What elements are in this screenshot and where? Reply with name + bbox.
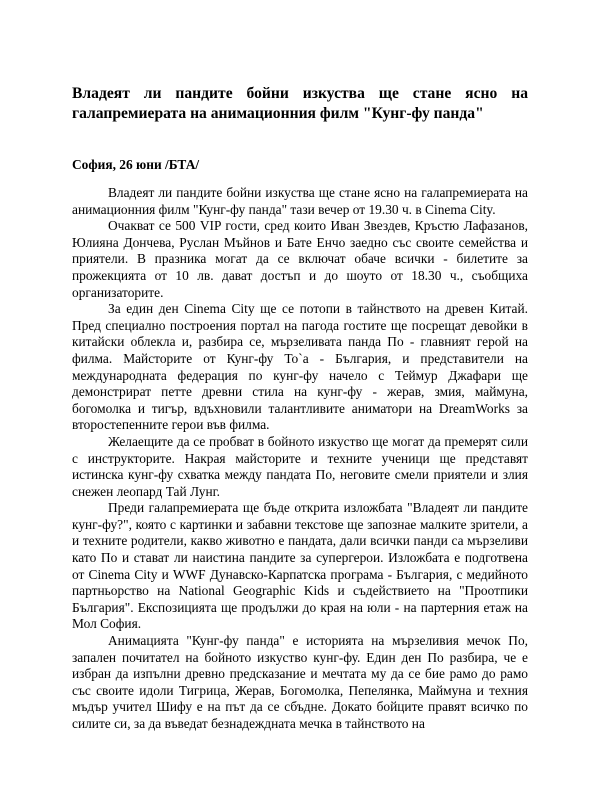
article-title: Владеят ли пандите бойни изкуства ще стане ясно на галапремиерата на анимационния филм "Кунг-фу панда"	[72, 85, 528, 122]
paragraph: Анимацията "Кунг-фу панда" е историята на мързеливия мечок По, запален почитател на бойното изкуство кунг-фу. Един ден По разбира, че е избран да изпълни древно предсказание и мечтата му да се бие рамо до рамо със своите идоли Тигрица, Жерав, Богомолка, Пепелянка, Маймуна и техния мъдър учител Шифу е на път да се сбъдне. Докато бойците правят всичко по силите си, за да въведат безнадеждната мечка в тайнството на	[72, 633, 528, 731]
article-body	[72, 185, 528, 733]
document-page	[72, 84, 528, 731]
paragraph: Владеят ли пандите бойни изкуства ще стане ясно на галапремиерата на анимационния филм "Кунг-фу панда" тази вечер от 19.30 ч. в Cinema City.	[72, 185, 528, 217]
paragraph: Преди галапремиерата ще бъде открита изложбата "Владеят ли пандите кунг-фу?", която с картинки и забавни текстове ще запознае малките зрители, а и техните родители, какво животно е пандата, дали всички панди са мързеливи като По и стават ли наистина пандите за супергерои. Изложбата е подготвена от Cinema City и WWF Дунавско-Карпатска програма - България, с медийното партньорство на National Geographic Kids и съдействието на "Проотпики България". Експозицията ще продължи до края на юли - на партерния етаж на Мол София.	[72, 500, 528, 632]
paragraph: Очакват се 500 VIP гости, сред които Иван Звездев, Кръстю Лафазанов, Юлияна Дончева, Руслан Мъйнов и Бате Енчо заедно със своите семейства и приятели. В празника могат да се включат обаче всички - билетите за прожекцията от 10 лв. дават достъп и до шоуто от 18.30 ч., съобщиха организаторите.	[72, 218, 528, 300]
paragraph: Желаещите да се пробват в бойното изкуство ще могат да премерят сили с инструкторите. Накрая майсторите и техните ученици ще представят истинска кунг-фу схватка между пандата По, неговите смели приятели и злия снежен леопард Тай Лунг.	[72, 433, 528, 499]
dateline: София, 26 юни /БТА/	[72, 157, 200, 172]
paragraph: За един ден Cinema City ще се потопи в тайнството на древен Китай. Пред специално построения портал на пагода гостите ще посрещат девойки в китайски облекла и, разбира се, мързеливата панда По - главният герой на филма. Майсторите от Кунг-фу То`а - България, и представители на международната федерация по кунг-фу начело с Теймур Джафари ще демонстрират петте древни стила на кунг-фу - жерав, змия, маймуна, богомолка и тигър, вдъхновили талантливите аниматори на DreamWorks за второстепенните герои във филма.	[72, 301, 528, 433]
